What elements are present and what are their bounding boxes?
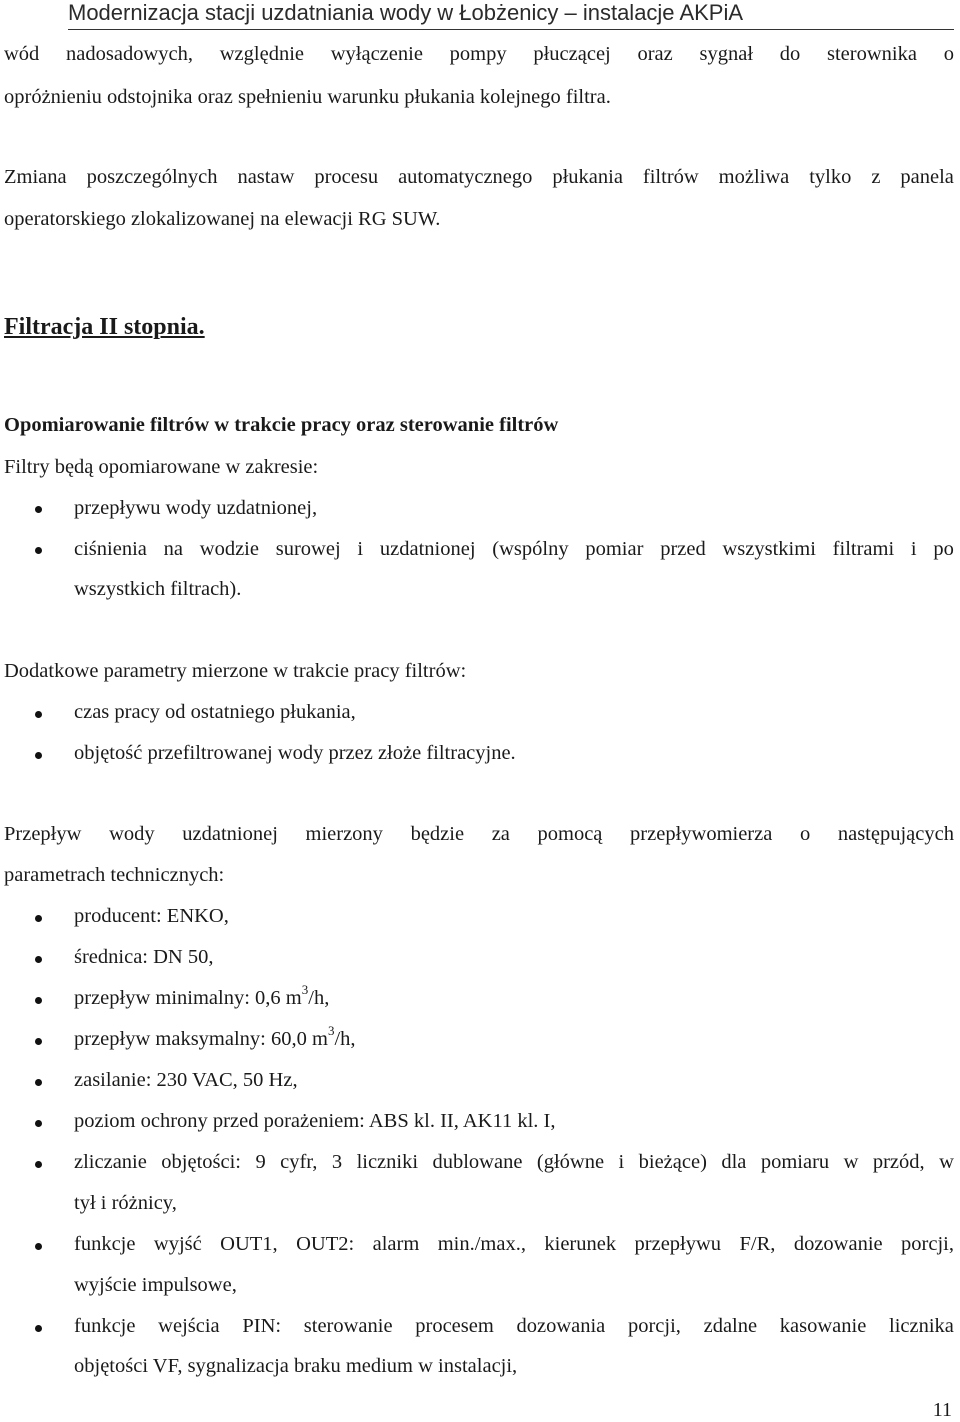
word: pomiaru (760, 1151, 830, 1173)
paragraph-line (4, 821, 954, 847)
word: wodzie (199, 538, 259, 560)
word: wód (4, 43, 40, 65)
word: wody (109, 823, 155, 845)
bullet-icon (35, 1161, 42, 1168)
spec-item-continuation: objętości VF, sygnalizacja braku medium w instalacji, (74, 1355, 518, 1377)
word: przepływu (634, 1233, 722, 1255)
bullet-icon (35, 1325, 42, 1332)
spec-item (74, 1313, 954, 1339)
word: pompy (449, 43, 507, 65)
word: wszystkimi (722, 538, 816, 560)
spec-item: średnica: DN 50, (74, 946, 214, 968)
word: porcji, (627, 1315, 681, 1337)
superscript: 3 (327, 1023, 335, 1039)
word: PIN: (242, 1315, 282, 1337)
word: z (871, 166, 881, 188)
paragraph-line: operatorskiego zlokalizowanej na elewacji RG SUW. (4, 208, 441, 230)
word: surowej (275, 538, 341, 560)
word: ciśnienia (74, 538, 147, 560)
word: 3 (331, 1151, 343, 1173)
bullet-icon (35, 1038, 42, 1045)
word: filtrami (832, 538, 895, 560)
word: min./max., (437, 1233, 526, 1255)
word: procesem (415, 1315, 494, 1337)
header-divider (68, 29, 954, 30)
word: nadosadowych, (66, 43, 194, 65)
word: wejścia (158, 1315, 220, 1337)
word: funkcje (74, 1233, 136, 1255)
word: tylko (809, 166, 852, 188)
word: i (618, 1151, 625, 1173)
list-item (74, 536, 954, 562)
word: procesu (314, 166, 379, 188)
bullet-icon (35, 547, 42, 554)
spec-item (74, 982, 954, 1011)
word: dozowania (516, 1315, 606, 1337)
word: wyłączenie (330, 43, 423, 65)
spec-item: producent: ENKO, (74, 905, 229, 927)
word: względnie (219, 43, 304, 65)
bullet-icon (35, 1243, 42, 1250)
word: w (939, 1151, 954, 1173)
word: o (799, 823, 811, 845)
word: płuczącej (533, 43, 611, 65)
spec-text: /h, (334, 1028, 356, 1050)
word: (wspólny (492, 538, 569, 560)
word: możliwa (718, 166, 790, 188)
word: panela (900, 166, 954, 188)
bullet-icon (35, 1120, 42, 1127)
bullet-icon (35, 752, 42, 759)
word: kasowanie (779, 1315, 867, 1337)
document-title: Modernizacja stacji uzdatniania wody w Łobżenicy – instalacje AKPiA (68, 0, 744, 25)
word: pomocą (537, 823, 603, 845)
word: pomiar (585, 538, 644, 560)
word: następujących (837, 823, 954, 845)
word: dla (721, 1151, 747, 1173)
spec-text: przepływ maksymalny: 60,0 m (74, 1028, 328, 1050)
word: kierunek (544, 1233, 617, 1255)
word: i (357, 538, 364, 560)
section-heading: Filtracja II stopnia. (4, 314, 205, 340)
word: sterowanie (303, 1315, 393, 1337)
list-item: objętość przefiltrowanej wody przez złoże filtracyjne. (74, 742, 516, 764)
word: Zmiana (4, 166, 67, 188)
word: zliczanie (74, 1151, 147, 1173)
paragraph-line: opróżnieniu odstojnika oraz spełnieniu warunku płukania kolejnego filtra. (4, 86, 611, 108)
word: liczniki (356, 1151, 419, 1173)
word: zdalne (703, 1315, 758, 1337)
word: OUT2: (296, 1233, 355, 1255)
spec-item (74, 1023, 954, 1052)
word: porcji, (901, 1233, 954, 1255)
word: poszczególnych (86, 166, 218, 188)
word: za (491, 823, 510, 845)
word: Przepływ (4, 823, 82, 845)
list-item: przepływu wody uzdatnionej, (74, 497, 318, 519)
subsection-heading: Opomiarowanie filtrów w trakcie pracy oraz sterowanie filtrów (4, 414, 559, 436)
word: dublowane (432, 1151, 523, 1173)
bullet-icon (35, 915, 42, 922)
word: dozowanie (793, 1233, 883, 1255)
word: funkcje (74, 1315, 136, 1337)
spec-item: zasilanie: 230 VAC, 50 Hz, (74, 1069, 298, 1091)
word: (główne (536, 1151, 605, 1173)
spec-item (74, 1149, 954, 1175)
word: oraz (637, 43, 673, 65)
word: o (943, 43, 954, 65)
word: sygnał (699, 43, 754, 65)
spec-item (74, 1231, 954, 1257)
word: uzdatnionej (379, 538, 476, 560)
list-intro: Filtry będą opomiarowane w zakresie: (4, 456, 319, 478)
word: po (933, 538, 954, 560)
bullet-icon (35, 1079, 42, 1086)
word: płukania (552, 166, 623, 188)
word: 9 (255, 1151, 266, 1173)
word: cyfr, (280, 1151, 318, 1173)
word: objętości: (161, 1151, 241, 1173)
list-item-continuation: wszystkich filtrach). (74, 578, 242, 600)
word: mierzony (305, 823, 383, 845)
spec-item: poziom ochrony przed porażeniem: ABS kl. II, AK11 kl. I, (74, 1110, 556, 1132)
page-number: 11 (932, 1399, 952, 1421)
word: bieżące) (638, 1151, 707, 1173)
word: przód, (872, 1151, 925, 1173)
word: licznika (889, 1315, 954, 1337)
list-item: czas pracy od ostatniego płukania, (74, 701, 356, 723)
paragraph-line (4, 41, 954, 67)
bullet-icon (35, 997, 42, 1004)
word: sterownika (827, 43, 917, 65)
bullet-icon (35, 506, 42, 513)
word: w (843, 1151, 859, 1173)
word: F/R, (739, 1233, 776, 1255)
superscript: 3 (301, 982, 309, 998)
word: OUT1, (220, 1233, 278, 1255)
page-header (0, 0, 960, 34)
word: do (779, 43, 801, 65)
word: będzie (410, 823, 465, 845)
paragraph-line: parametrach technicznych: (4, 864, 225, 886)
word: przepływomierza (630, 823, 773, 845)
paragraph-line (4, 164, 954, 190)
spec-text: przepływ minimalny: 0,6 m (74, 987, 302, 1009)
list-intro: Dodatkowe parametry mierzone w trakcie pracy filtrów: (4, 660, 467, 682)
spec-item-continuation: wyjście impulsowe, (74, 1274, 237, 1296)
bullet-icon (35, 956, 42, 963)
word: wyjść (153, 1233, 202, 1255)
word: uzdatnionej (182, 823, 278, 845)
spec-text: /h, (308, 987, 330, 1009)
word: nastaw (237, 166, 295, 188)
spec-item-continuation: tył i różnicy, (74, 1192, 177, 1214)
word: filtrów (642, 166, 699, 188)
word: automatycznego (398, 166, 533, 188)
word: alarm (372, 1233, 420, 1255)
word: i (910, 538, 917, 560)
word: przed (660, 538, 706, 560)
word: na (163, 538, 183, 560)
bullet-icon (35, 711, 42, 718)
